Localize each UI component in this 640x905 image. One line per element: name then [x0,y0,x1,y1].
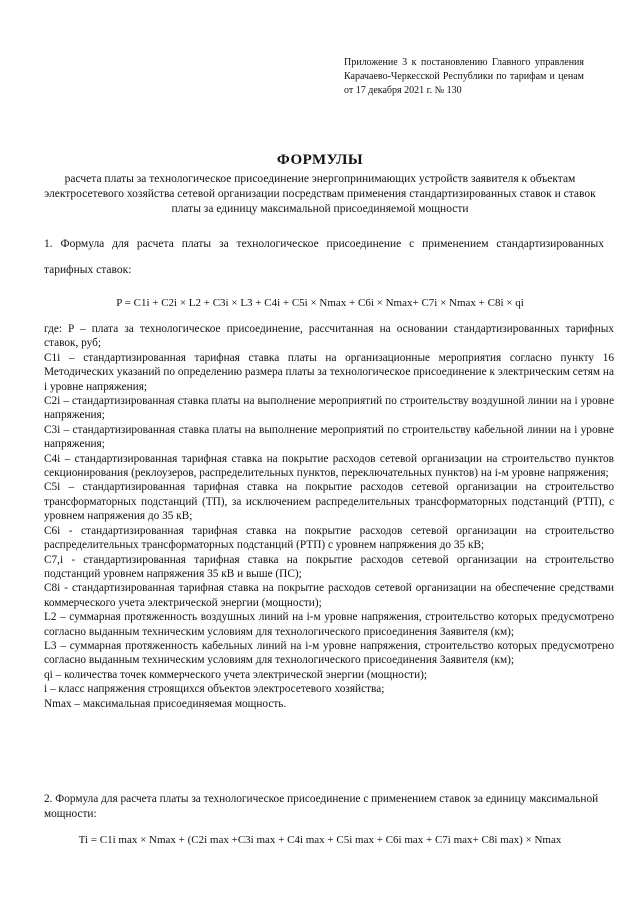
page-title: ФОРМУЛЫ [276,152,364,168]
definition-item: qi – количества точек коммерческого учета электрической энергии (мощности); [44,668,428,681]
definition-item: C3i – стандартизированная ставка платы на выполнение мероприятий по строительству кабельной линии на i уровне напряжения; [44,423,614,451]
definition-item: C4i – стандартизированная тарифная ставка на покрытие расходов сетевой организации на строительство пунктов секционирования (реклоузеров, распределительных пунктов, переключательных пунктов) на i-м уровне напряжения; [44,452,614,480]
definition-item: C6i - стандартизированная тарифная ставка на покрытие расходов сетевой организации на строительство распределительных трансформаторных подстанций (РТП) с уровнем напряжения до 35 кВ; [44,524,614,552]
appendix-note: Приложение 3 к постановлению Главного управления Карачаево-Черкесской Республики по тарифам и ценам от 17 декабря 2021 г. № 130 [344,57,584,96]
definition-item: C2i – стандартизированная ставка платы на выполнение мероприятий по строительству воздушной линии на i уровне напряжения; [44,395,614,422]
formula-1: P = C1i + C2i × L2 + C3i × L3 + C4i + C5i × Nmax + C6i × Nmax+ C7i × Nmax + C8i × qi [116,297,524,309]
definition-item: C7,i - стандартизированная тарифная ставка на покрытие расходов сетевой организации на строительство подстанций уровнем напряжения 35 кВ и выше (ПС); [44,553,614,580]
definition-item: где: P – плата за технологическое присоединение, рассчитанная на основании стандартизированных тарифных ставок, руб; [44,323,614,350]
definitions-list [44,322,614,711]
definition-item: i – класс напряжения строящихся объектов электросетевого хозяйства; [44,683,385,696]
definition-item: L2 – суммарная протяженность воздушных линий на i-м уровне напряжения, строительство которых предусмотрено согласно выданным техническим условиям для технологического присоединения Заявителя (км); [44,611,614,638]
page-subtitle: расчета платы за технологическое присоединение энергопринимающих устройств заявителя к объектам электросетевого хозяйства сетевой организации посредствам применения стандартизированных ставок и ставок платы за единицу максимальной присоединяемой мощности [44,173,596,215]
definition-item: C1i – стандартизированная тарифная ставка платы на организационные мероприятия согласно пункту 16 Методических указаний по определению размера платы за технологическое присоединение к электрическим сетям на i уровне напряжения; [44,351,614,393]
formula-2: Ti = C1i max × Nmax + (C2i max +C3i max + C4i max + C5i max + C6i max + C7i max+ C8i max) × Nmax [78,834,562,846]
paragraph-formula-1-intro: 1. Формула для расчета платы за технологическое присоединение с применением стандартизированных тарифных ставок: [44,238,604,276]
definition-item: C5i – стандартизированная тарифная ставка на покрытие расходов сетевой организации на строительство трансформаторных подстанций (ТП), за исключением распределительных трансформаторных подстанций (РТП), с уровнем напряжения до 35 кВ; [44,481,614,523]
definition-item: C8i - стандартизированная тарифная ставка на покрытие расходов сетевой организации на обеспечение средствами коммерческого учета электрической энергии (мощности); [44,582,614,609]
definition-item: Nmax – максимальная присоединяемая мощность. [44,697,287,710]
definition-item: L3 – суммарная протяженность кабельных линий на i-м уровне напряжения, строительство которых предусмотрено согласно выданным техническим условиям для технологического присоединения Заявителя (км); [44,639,614,667]
paragraph-formula-2-intro: 2. Формула для расчета платы за технологическое присоединение с применением ставок за единицу максимальной мощности: [44,793,599,820]
